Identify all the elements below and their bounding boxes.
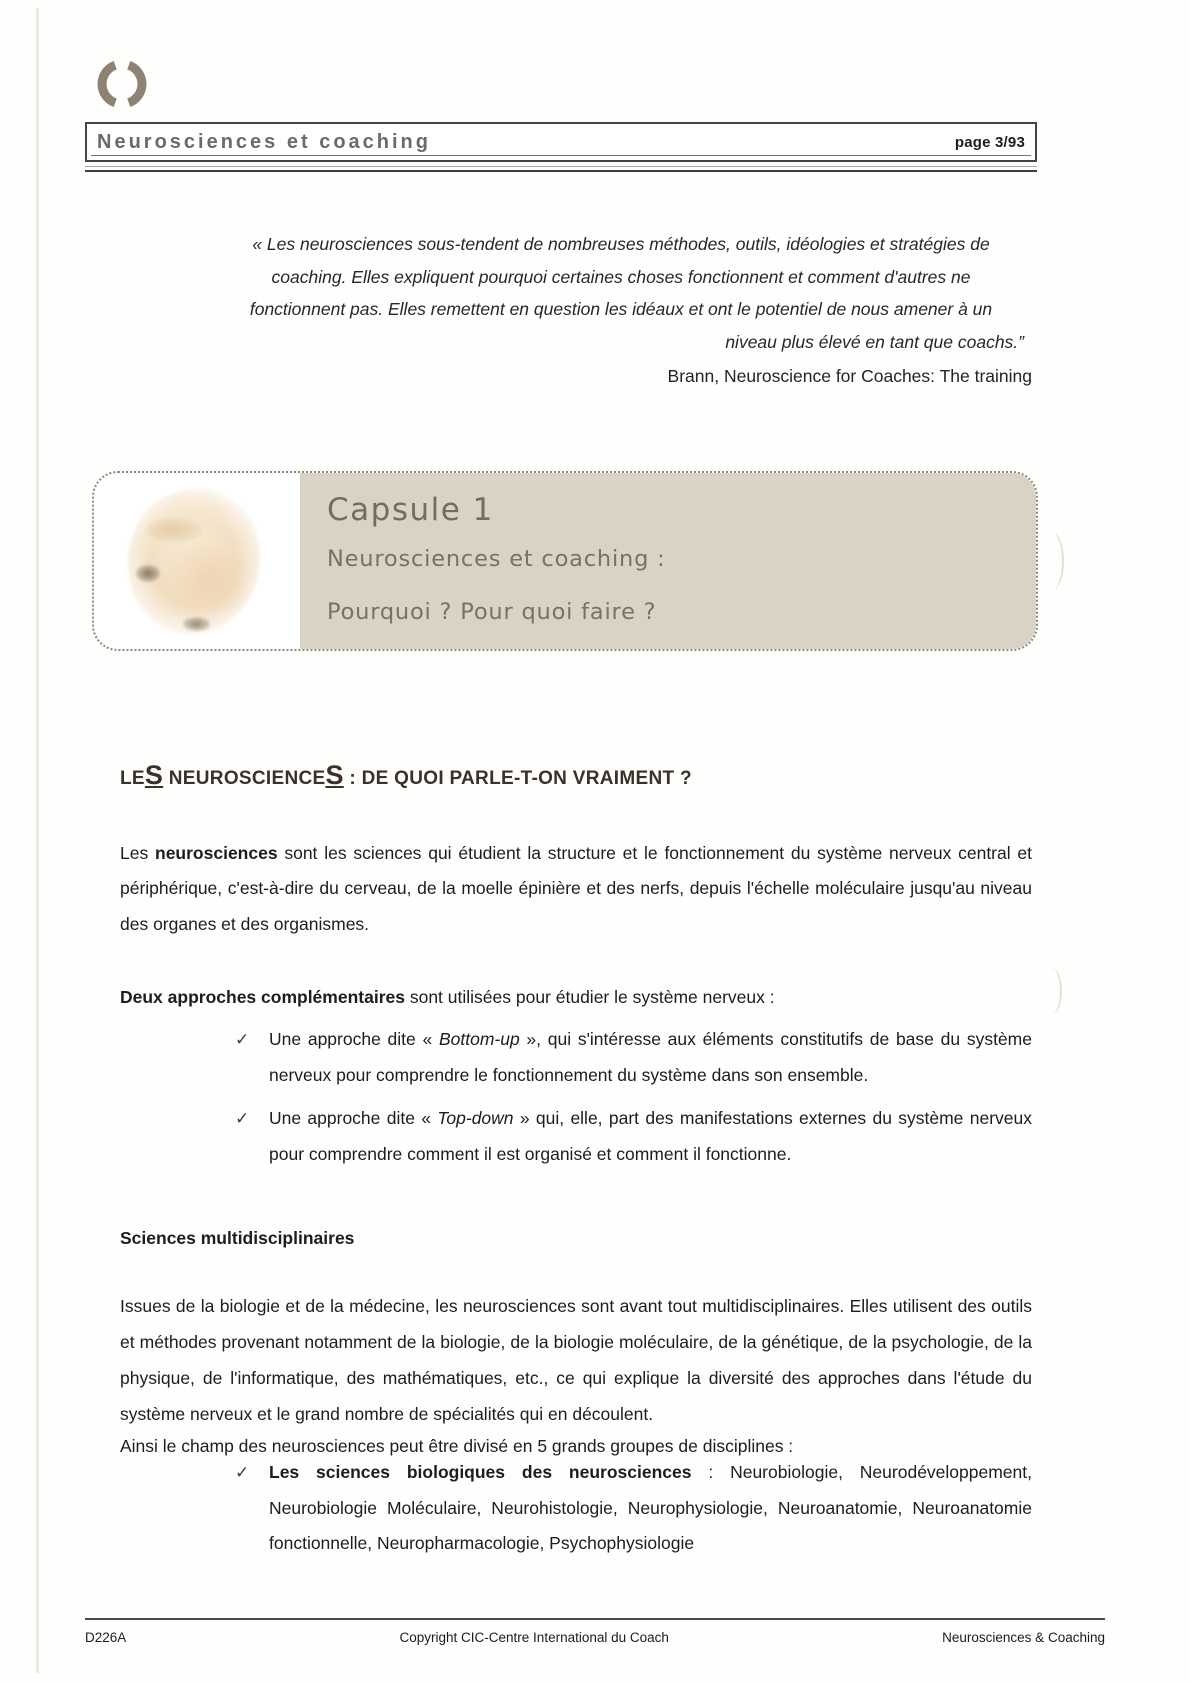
document-title: Neurosciences et coaching bbox=[97, 130, 431, 153]
opening-quote bbox=[210, 228, 1032, 358]
header-underline bbox=[91, 155, 1031, 156]
subsection-heading: Sciences multidisciplinaires bbox=[120, 1228, 355, 1248]
section-heading bbox=[120, 760, 1032, 791]
bullet-text: Une approche dite « bbox=[269, 1108, 438, 1128]
footer-doc-code: D226A bbox=[85, 1630, 127, 1645]
approaches-intro-bold: Deux approches complémentaires bbox=[120, 986, 405, 1007]
paragraph-text: sont les sciences qui étudient la structure et le fonctionnement du système nerveux central et périphérique, c'est-à-dire du cerveau, de la moelle épinière et des nerfs, depuis l'échelle moléculaire jusqu'au niveau des organes et des organismes. bbox=[120, 842, 1033, 934]
paragraph-text: Les bbox=[120, 842, 155, 863]
page-footer bbox=[85, 1630, 1105, 1645]
bullet-text: Une approche dite « bbox=[269, 1029, 439, 1049]
disciplines-list bbox=[235, 1455, 1032, 1562]
checkmark-icon: ✓ bbox=[235, 1109, 250, 1128]
brain-image bbox=[128, 489, 260, 635]
capsule-panel bbox=[300, 473, 1036, 649]
checkmark-icon: ✓ bbox=[235, 1463, 250, 1482]
footer-doc-title: Neurosciences & Coaching bbox=[942, 1630, 1105, 1645]
approaches-intro-rest: sont utilisées pour étudier le système nerveux : bbox=[404, 986, 775, 1007]
footer-copyright: Copyright CIC-Centre International du Coach bbox=[399, 1630, 669, 1645]
list-item bbox=[235, 1455, 1032, 1562]
paragraph-bold-term: neurosciences bbox=[155, 842, 278, 863]
brain-image-detail bbox=[183, 617, 209, 630]
heading-big-s: S bbox=[144, 760, 164, 790]
list-item bbox=[235, 1022, 1032, 1093]
heading-part: NEUROSCIENCE bbox=[163, 768, 326, 789]
heading-part: LE bbox=[120, 768, 145, 789]
scan-edge-artifact bbox=[36, 8, 39, 1673]
page-header bbox=[85, 122, 1037, 162]
bullet-bold-term: Les sciences biologiques des neurosciences bbox=[269, 1462, 692, 1482]
approaches-list bbox=[235, 1022, 1032, 1172]
heading-part: : DE QUOI PARLE-T-ON VRAIMENT ? bbox=[343, 768, 692, 789]
capsule-subtitle-1: Neurosciences et coaching : bbox=[327, 546, 666, 572]
footer-rule bbox=[85, 1618, 1105, 1620]
brain-image-detail bbox=[136, 565, 160, 583]
scan-artifact bbox=[1040, 532, 1064, 590]
quote-line: fonctionnent pas. Elles remettent en question les idéaux et ont le potentiel de nous amener à un bbox=[249, 299, 993, 319]
groups-intro: Ainsi le champ des neurosciences peut être divisé en 5 grands groupes de disciplines : bbox=[120, 1435, 794, 1456]
quote-line: niveau plus élevé en tant que coachs.” bbox=[725, 331, 1024, 352]
quote-line: coaching. Elles expliquent pourquoi certaines choses fonctionnent et comment d'autres ne bbox=[271, 266, 971, 287]
multidisciplinary-paragraph: Issues de la biologie et de la médecine, les neurosciences sont avant tout multidisciplinaires. Elles utilisent des outils et méthodes provenant notamment de la biologie, de la biologie moléculaire, de la génétique, de la psychologie, de la physique, de l'informatique, des mathématiques, etc., ce qui explique la diversité des approches dans l'étude du système nerveux et le grand nombre de spécialités qui en découlent. bbox=[120, 1295, 1032, 1424]
list-item bbox=[235, 1101, 1032, 1172]
bullet-text: : Neurobiologie, Neurodéveloppement, Neurobiologie Moléculaire, Neurohistologie, Neurophysiologie, Neuroanatomie, Neuroanatomie fonctionnelle, Neuropharmacologie, Psychophysiologie bbox=[269, 1462, 1032, 1553]
header-rule bbox=[85, 166, 1037, 172]
intro-paragraph bbox=[120, 836, 1032, 943]
quote-line: « Les neurosciences sous-tendent de nombreuses méthodes, outils, idéologies et stratégies de bbox=[252, 234, 990, 254]
checkmark-icon: ✓ bbox=[235, 1030, 250, 1049]
scan-artifact bbox=[1042, 968, 1062, 1014]
capsule-title: Capsule 1 bbox=[327, 492, 494, 528]
cic-logo-icon bbox=[96, 58, 148, 110]
bullet-text: » qui, elle, part des manifestations externes du système nerveux pour comprendre comment il est organisé et comment il fonctionne. bbox=[269, 1108, 1032, 1164]
capsule-banner bbox=[92, 471, 1038, 651]
capsule-subtitle-2: Pourquoi ? Pour quoi faire ? bbox=[327, 599, 657, 625]
quote-attribution: Brann, Neuroscience for Coaches: The training bbox=[667, 366, 1032, 386]
page-number: page 3/93 bbox=[954, 133, 1025, 151]
bullet-italic-term: Bottom-up bbox=[438, 1029, 520, 1049]
brain-image-detail bbox=[146, 518, 201, 541]
bullet-italic-term: Top-down bbox=[437, 1108, 514, 1128]
heading-big-s: S bbox=[325, 760, 344, 790]
approaches-intro bbox=[120, 980, 1032, 1016]
bullet-text: », qui s'intéresse aux éléments constitutifs de base du système nerveux pour comprendre le fonctionnement du système dans son ensemble. bbox=[269, 1029, 1032, 1085]
